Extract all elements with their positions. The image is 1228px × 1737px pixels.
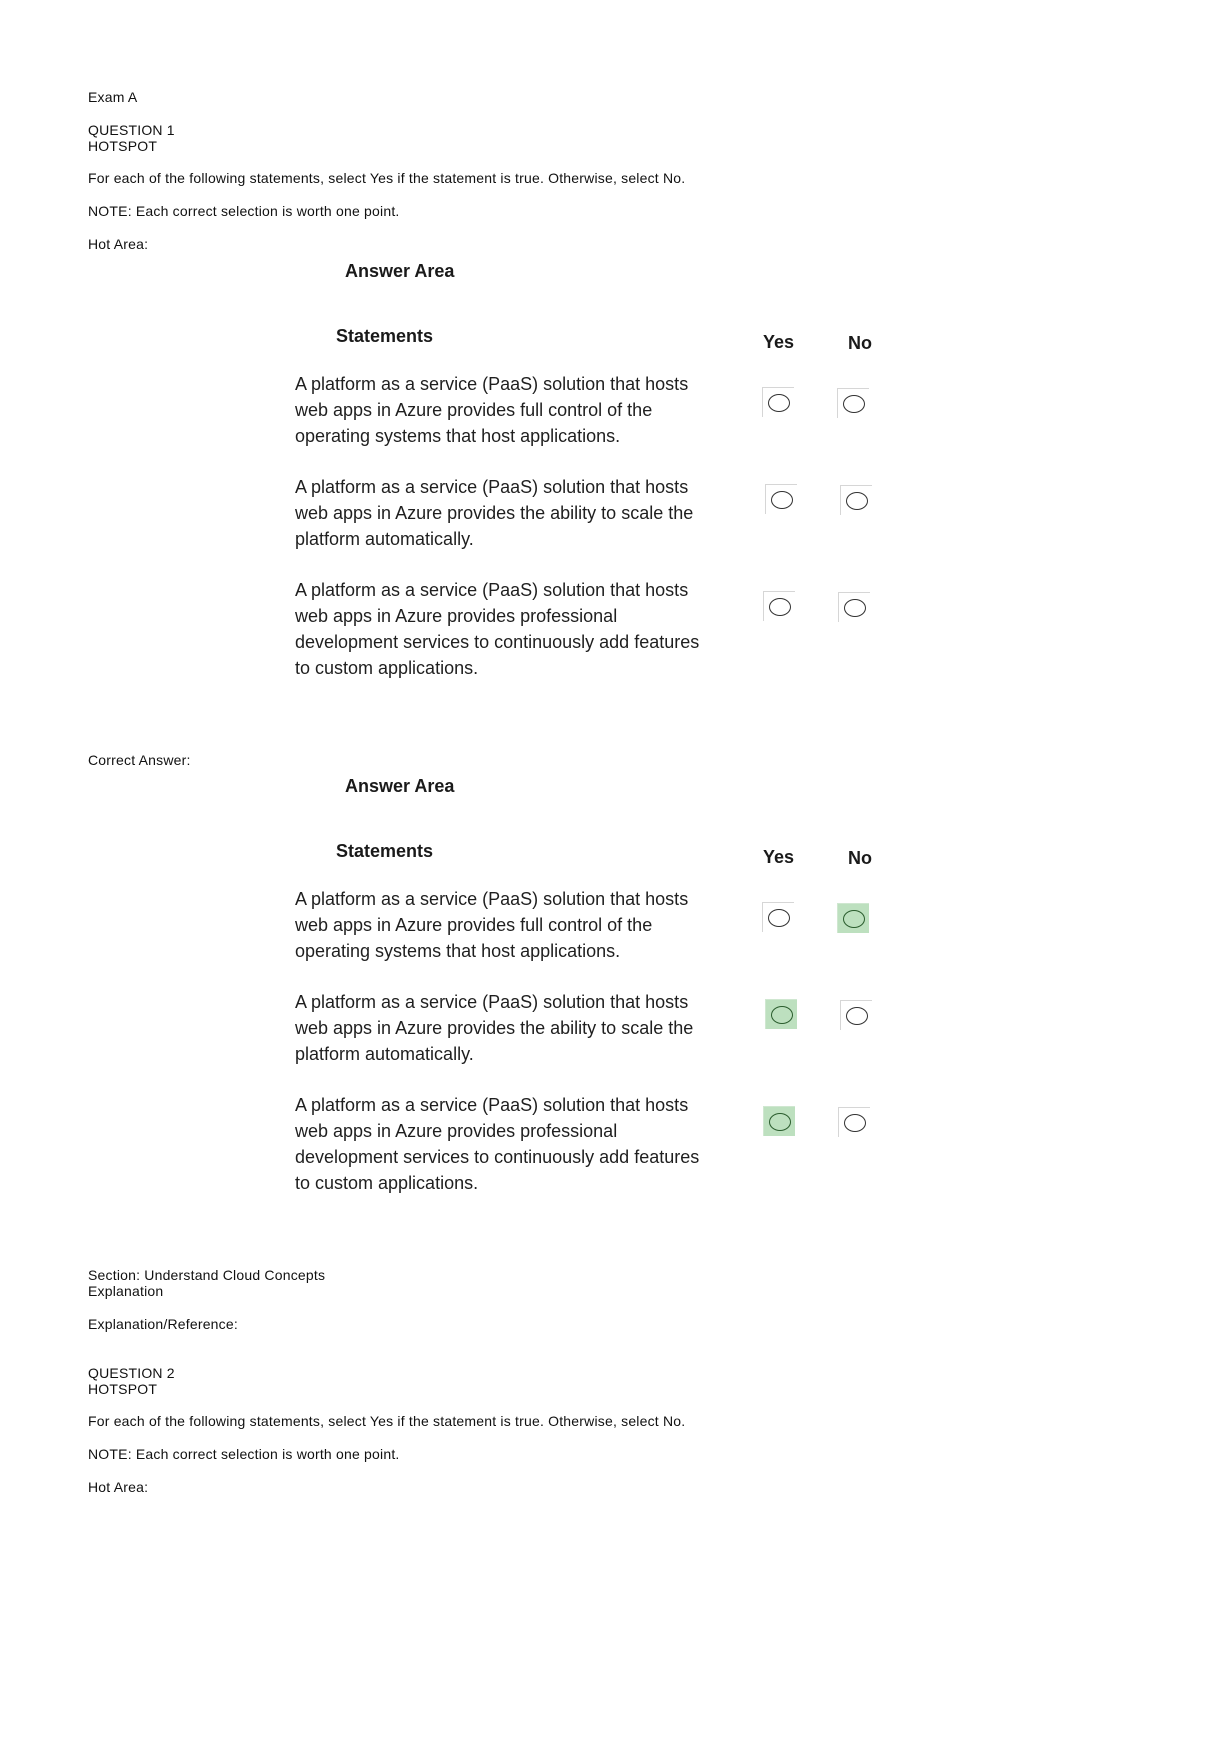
correct-answer-label: Correct Answer:	[88, 752, 191, 768]
radio-circle-icon	[768, 394, 790, 412]
statement-1-no-radio[interactable]	[837, 388, 869, 418]
radio-circle-icon	[769, 1113, 791, 1131]
statement-3-no-radio[interactable]	[838, 592, 870, 622]
explanation-label: Explanation	[88, 1283, 164, 1299]
radio-circle-icon	[771, 491, 793, 509]
radio-circle-icon	[768, 909, 790, 927]
yes-header: Yes	[763, 847, 795, 867]
question-1-instruction: For each of the following statements, select Yes if the statement is true. Otherwise, select No.	[88, 170, 686, 186]
radio-circle-icon	[843, 395, 865, 413]
statement-2: A platform as a service (PaaS) solution that hosts web apps in Azure provides the ability to scale the platform automatically.	[295, 992, 694, 1064]
answer-area-title: Answer Area	[345, 776, 455, 796]
yes-header: Yes	[763, 332, 795, 352]
radio-circle-icon	[846, 492, 868, 510]
statement-1-yes-radio[interactable]	[762, 387, 794, 417]
radio-circle-icon	[846, 1007, 868, 1025]
statements-header: Statements	[336, 841, 434, 861]
statement-3: A platform as a service (PaaS) solution that hosts web apps in Azure provides professional development services to continuously add features to custom applications.	[295, 580, 700, 678]
question-1-type: HOTSPOT	[88, 138, 158, 154]
statement-2-yes-radio-selected[interactable]	[765, 999, 797, 1029]
hot-area-panel	[295, 261, 895, 681]
statement-1-no-radio-selected[interactable]	[837, 903, 869, 933]
no-header: No	[848, 333, 872, 353]
answer-area-title: Answer Area	[345, 261, 455, 281]
explanation-reference-label: Explanation/Reference:	[88, 1316, 238, 1332]
question-2-type: HOTSPOT	[88, 1381, 158, 1397]
statement-3-yes-radio-selected[interactable]	[763, 1106, 795, 1136]
question-1-note: NOTE: Each correct selection is worth one point.	[88, 203, 400, 219]
radio-circle-icon	[769, 598, 791, 616]
statement-1-yes-radio[interactable]	[762, 902, 794, 932]
no-header: No	[848, 848, 872, 868]
correct-answer-panel	[295, 776, 895, 1196]
question-1-number: QUESTION 1	[88, 122, 175, 138]
radio-circle-icon	[844, 599, 866, 617]
statements-header: Statements	[336, 326, 434, 346]
question-2-number: QUESTION 2	[88, 1365, 175, 1381]
radio-circle-icon	[843, 910, 865, 928]
statement-2: A platform as a service (PaaS) solution that hosts web apps in Azure provides the ability to scale the platform automatically.	[295, 477, 694, 549]
statement-1: A platform as a service (PaaS) solution that hosts web apps in Azure provides full control of the operating systems that host applications.	[295, 374, 689, 446]
question-1-hot-area-label: Hot Area:	[88, 236, 149, 252]
question-2-instruction: For each of the following statements, select Yes if the statement is true. Otherwise, select No.	[88, 1413, 686, 1429]
statement-3: A platform as a service (PaaS) solution that hosts web apps in Azure provides professional development services to continuously add features to custom applications.	[295, 1095, 700, 1193]
statement-2-yes-radio[interactable]	[765, 484, 797, 514]
statement-3-no-radio[interactable]	[838, 1107, 870, 1137]
section-label: Section: Understand Cloud Concepts	[88, 1267, 326, 1283]
radio-circle-icon	[771, 1006, 793, 1024]
radio-circle-icon	[844, 1114, 866, 1132]
statement-3-yes-radio[interactable]	[763, 591, 795, 621]
exam-title: Exam A	[88, 89, 138, 105]
question-2-hot-area-label: Hot Area:	[88, 1479, 149, 1495]
statement-1: A platform as a service (PaaS) solution that hosts web apps in Azure provides full control of the operating systems that host applications.	[295, 889, 689, 961]
statement-2-no-radio[interactable]	[840, 485, 872, 515]
question-2-note: NOTE: Each correct selection is worth one point.	[88, 1446, 400, 1462]
statement-2-no-radio[interactable]	[840, 1000, 872, 1030]
